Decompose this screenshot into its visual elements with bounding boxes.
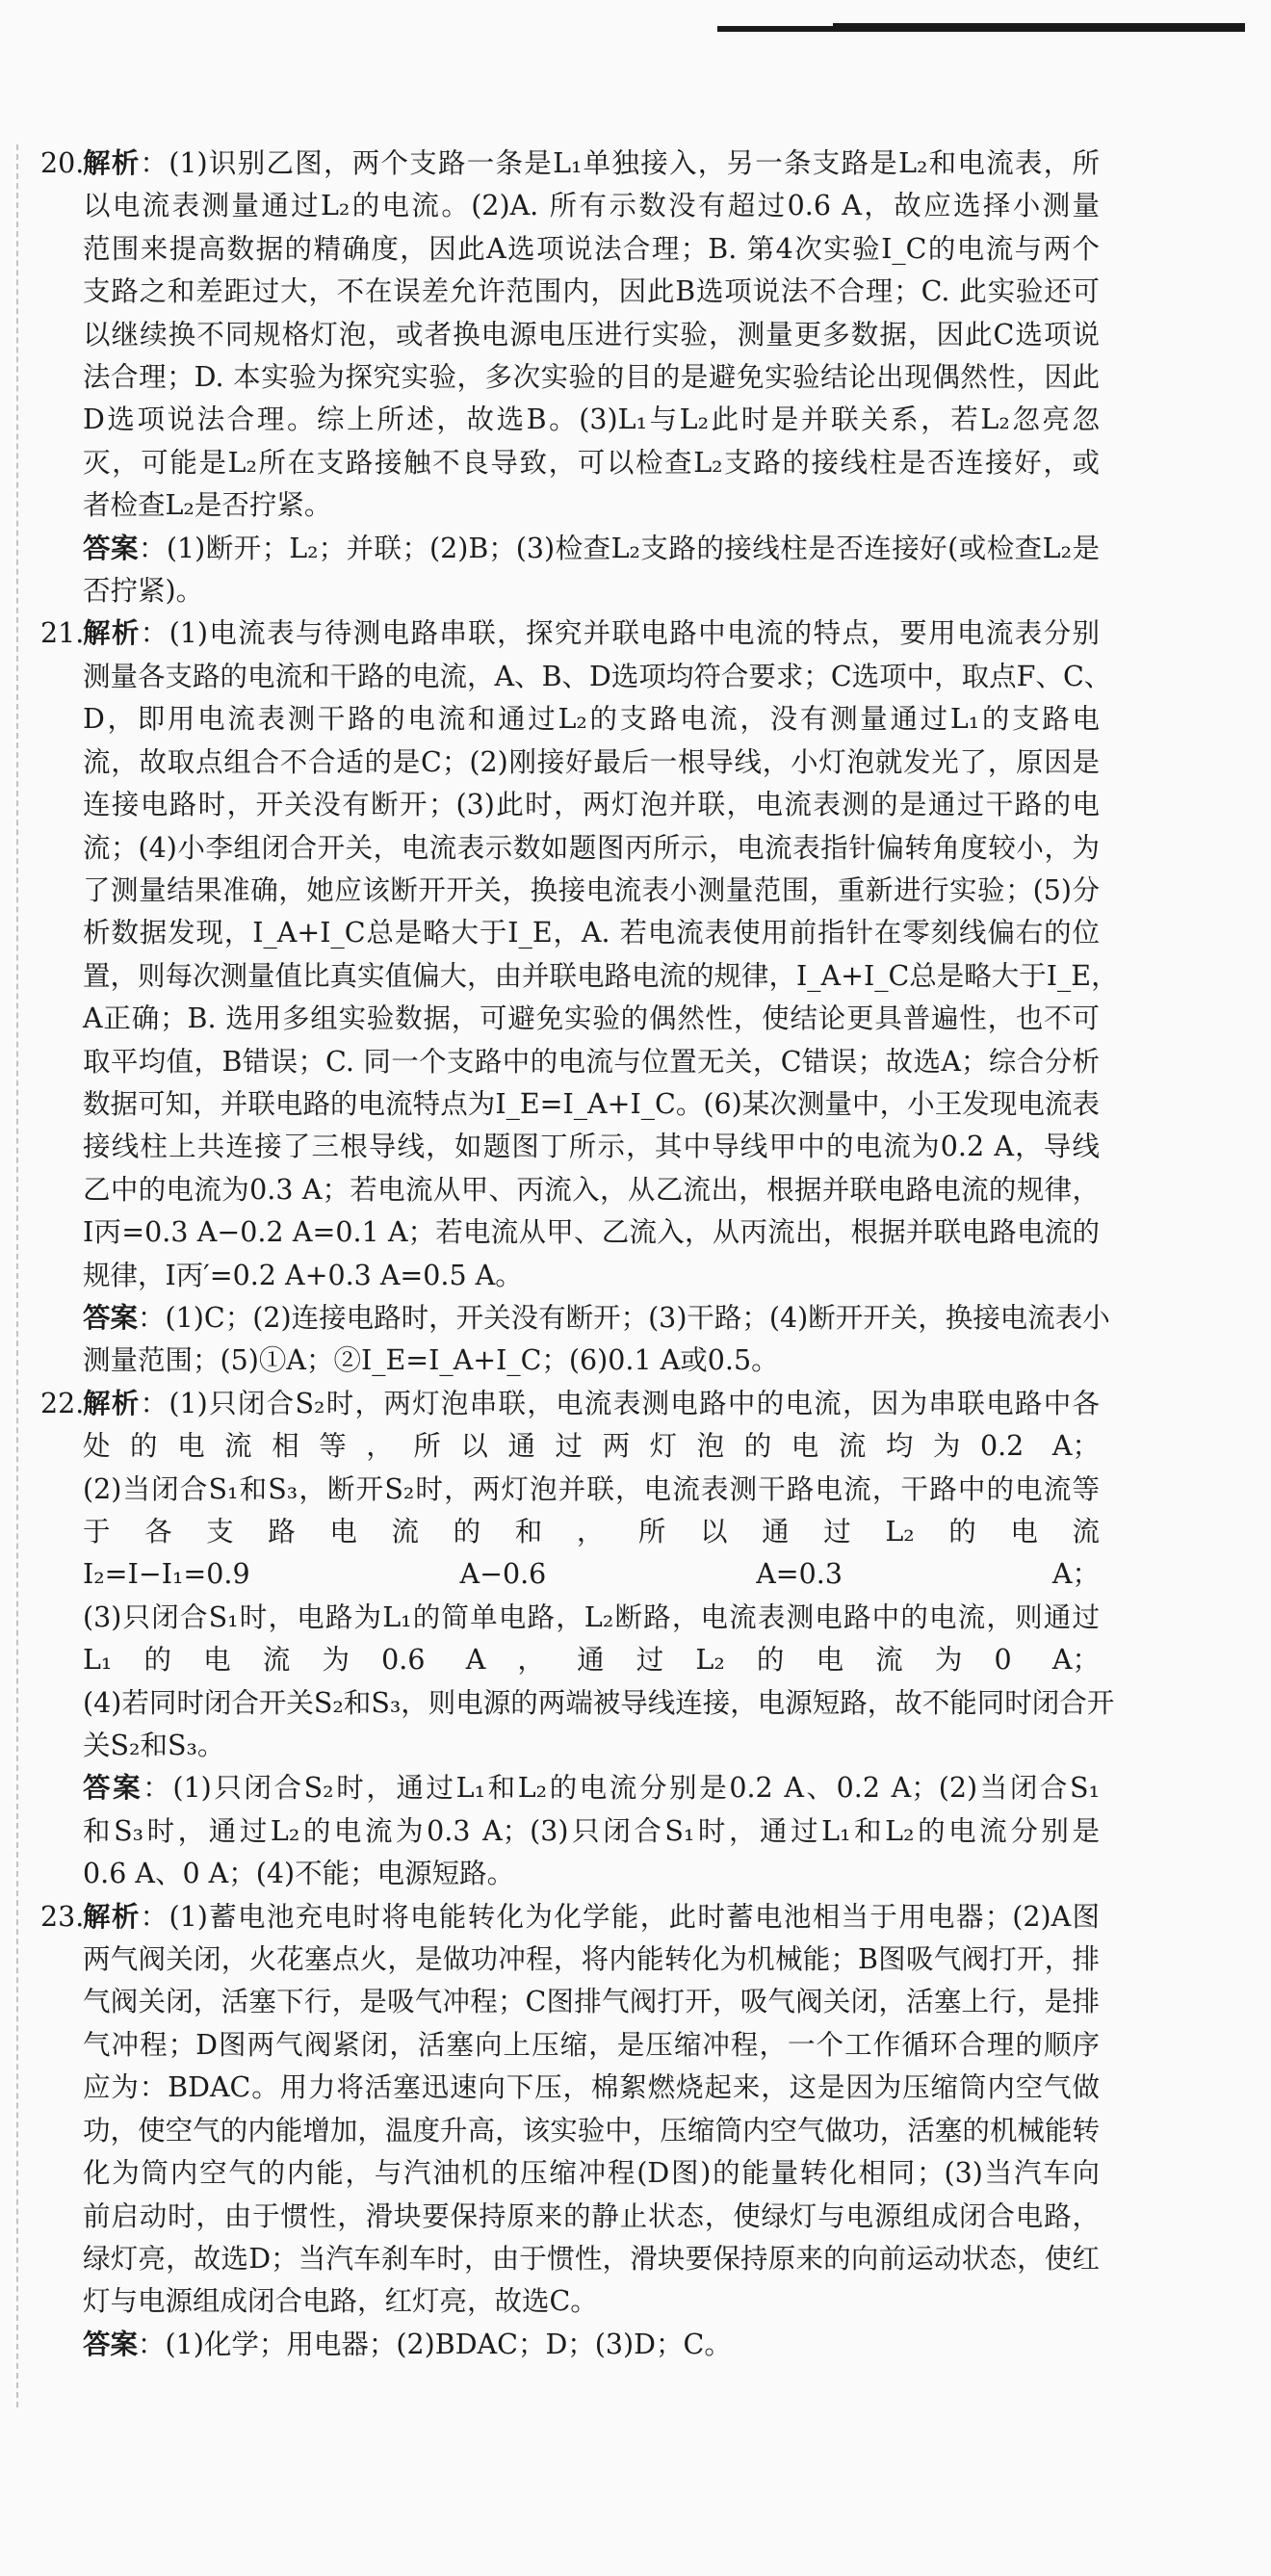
analysis-line — [83, 955, 1119, 998]
analysis-line — [83, 2238, 1100, 2280]
analysis-text: 测量各支路的电流和干路的电流，A、B、D选项均符合要求；C选项中，取点F、C、 — [83, 660, 1112, 692]
answer-line — [83, 528, 1100, 570]
answer-line — [83, 2324, 1100, 2366]
question-22 — [40, 1383, 1115, 1768]
analysis-text: ：(1)蓄电池充电时将电能转化为化学能，此时蓄电池相当于用电器；(2)A图 — [140, 1900, 1100, 1933]
answer-21 — [40, 1297, 1110, 1383]
analysis-line — [83, 1169, 1100, 1211]
analysis-line — [83, 1553, 1100, 1596]
binding-dashed-line — [16, 144, 18, 2407]
question-23 — [40, 1896, 1100, 2324]
analysis-text: 接线柱上共连接了三根导线，如题图丁所示，其中导线甲中的电流为0.2 A，导线 — [83, 1131, 1100, 1163]
analysis-text: 析数据发现，I_A+I_C总是略大于I_E，A. 若电流表使用前指针在零刻线偏右的位 — [83, 917, 1100, 950]
answer-label: 答案 — [83, 1301, 139, 1334]
answer-text: ：(1)只闭合S₂时，通过L₁和L₂的电流分别是0.2 A、0.2 A；(2)当闭合S₁ — [143, 1772, 1100, 1805]
analysis-line — [83, 912, 1100, 954]
analysis-text: 流；(4)小李组闭合开关，电流表示数如题图丙所示，电流表指针偏转角度较小，为 — [83, 831, 1100, 864]
analysis-text: (3)只闭合S₁时，电路为L₁的简单电路，L₂断路，电流表测电路中的电流，则通过 — [83, 1600, 1100, 1633]
analysis-label: 解析 — [83, 1900, 141, 1933]
analysis-text: 处的电流相等，所以通过两灯泡的电流均为0.2 A； — [83, 1430, 1100, 1463]
analysis-line — [83, 1981, 1100, 2023]
analysis-line — [83, 271, 1100, 313]
analysis-text: 关S₂和S₃。 — [83, 1730, 225, 1762]
analysis-label: 解析 — [83, 617, 141, 650]
analysis-text: 规律，I丙′=0.2 A+0.3 A=0.5 A。 — [83, 1259, 523, 1291]
answer-key-content — [40, 143, 1119, 2366]
analysis-text: I₂=I−I₁=0.9 A−0.6 A=0.3 A； — [83, 1558, 1100, 1591]
answer-line — [83, 570, 1100, 612]
analysis-line — [83, 356, 1100, 399]
analysis-text: ：(1)识别乙图，两个支路一条是L₁单独接入，另一条支路是L₂和电流表，所 — [140, 147, 1100, 179]
analysis-line — [83, 2280, 1100, 2323]
analysis-line — [83, 998, 1100, 1040]
analysis-text: 化为筒内空气的内能，与汽油机的压缩冲程(D图)的能量转化相同；(3)当汽车向 — [83, 2157, 1100, 2190]
answer-text: ：(1)C；(2)连接电路时，开关没有断开；(3)干路；(4)断开开关，换接电流表小 — [138, 1301, 1110, 1334]
analysis-line — [83, 1939, 1100, 1981]
answer-23 — [40, 2324, 1100, 2366]
answer-line — [83, 1810, 1100, 1853]
analysis-line — [83, 656, 1112, 698]
analysis-line — [83, 2152, 1100, 2195]
answer-line — [83, 1767, 1100, 1809]
analysis-text: 气冲程；D图两气阀紧闭，活塞向上压缩，是压缩冲程，一个工作循环合理的顺序 — [83, 2028, 1100, 2061]
question-number: 22. — [40, 1387, 85, 1419]
analysis-line — [83, 1041, 1100, 1083]
analysis-line — [83, 1511, 1100, 1553]
analysis-text: 功，使空气的内能增加，温度升高，该实验中，压缩筒内空气做功，活塞的机械能转 — [83, 2114, 1100, 2147]
answer-label: 答案 — [83, 1772, 143, 1805]
answer-text: 测量范围；(5)①A；②I_E=I_A+I_C；(6)0.1 A或0.5。 — [83, 1344, 779, 1377]
analysis-text: 者检查L₂是否拧紧。 — [83, 489, 332, 522]
answer-text: ：(1)化学；用电器；(2)BDAC；D；(3)D；C。 — [138, 2328, 732, 2360]
answer-line — [83, 1853, 1100, 1895]
answer-text: 否拧紧)。 — [83, 575, 204, 608]
answer-text: 和S₃时，通过L₂的电流为0.3 A；(3)只闭合S₁时，通过L₁和L₂的电流分别是 — [83, 1814, 1100, 1847]
analysis-text: 前启动时，由于惯性，滑块要保持原来的静止状态，使绿灯与电源组成闭合电路， — [83, 2199, 1100, 2232]
analysis-text: 以电流表测量通过L₂的电流。(2)A. 所有示数没有超过0.6 A，故应选择小测量 — [83, 190, 1100, 222]
question-20 — [40, 143, 1100, 528]
analysis-text: 置，则每次测量值比真实值偏大，由并联电路电流的规律，I_A+I_C总是略大于I_E， — [83, 959, 1119, 992]
analysis-text: (2)当闭合S₁和S₃，断开S₂时，两灯泡并联，电流表测干路电流，干路中的电流等 — [83, 1472, 1100, 1505]
question-21 — [40, 612, 1119, 1297]
analysis-line — [83, 399, 1100, 441]
analysis-text: 气阀关闭，活塞下行，是吸气冲程；C图排气阀打开，吸气阀关闭，活塞上行，是排 — [83, 1986, 1100, 2018]
answer-line — [83, 1297, 1110, 1340]
analysis-text: 数据可知，并联电路的电流特点为I_E=I_A+I_C。(6)某次测量中，小王发现电流表 — [83, 1087, 1100, 1120]
analysis-label: 解析 — [83, 1387, 141, 1419]
analysis-line — [83, 1425, 1100, 1468]
analysis-line — [83, 1682, 1115, 1725]
analysis-line — [83, 2024, 1100, 2067]
analysis-line — [83, 484, 1100, 527]
analysis-text: (4)若同时闭合开关S₂和S₃，则电源的两端被导线连接，电源短路，故不能同时闭合开 — [83, 1686, 1115, 1719]
question-number: 20. — [40, 147, 85, 179]
answer-text: 0.6 A、0 A；(4)不能；电源短路。 — [83, 1858, 515, 1890]
analysis-line — [83, 2196, 1100, 2238]
analysis-line — [83, 698, 1100, 741]
analysis-line — [83, 870, 1100, 912]
question-number: 23. — [40, 1900, 85, 1933]
analysis-line — [83, 1083, 1100, 1126]
analysis-text: 连接电路时，开关没有断开；(3)此时，两灯泡并联，电流表测的是通过干路的电 — [83, 789, 1100, 821]
answer-line — [83, 1340, 1100, 1382]
analysis-text: 支路之和差距过大，不在误差允许范围内，因此B选项说法不合理；C. 此实验还可 — [83, 275, 1100, 308]
analysis-line — [83, 1211, 1100, 1254]
analysis-line — [83, 1896, 1100, 1939]
analysis-text: I丙=0.3 A−0.2 A=0.1 A；若电流从甲、乙流入，从丙流出，根据并联电路电流的 — [83, 1216, 1100, 1249]
analysis-line — [83, 143, 1100, 185]
analysis-line — [83, 1126, 1100, 1168]
analysis-line — [83, 1383, 1100, 1425]
analysis-text: L₁的电流为0.6 A，通过L₂的电流为0 A； — [83, 1644, 1100, 1677]
analysis-text: 乙中的电流为0.3 A；若电流从甲、丙流入，从乙流出，根据并联电路电流的规律， — [83, 1173, 1100, 1206]
analysis-text: 两气阀关闭，火花塞点火，是做功冲程，将内能转化为机械能；B图吸气阀打开，排 — [83, 1943, 1100, 1976]
analysis-text: 法合理；D. 本实验为探究实验，多次实验的目的是避免实验结论出现偶然性，因此 — [83, 361, 1100, 394]
answer-text: ：(1)断开；L₂；并联；(2)B；(3)检查L₂支路的接线柱是否连接好(或检查L₂是 — [138, 532, 1100, 564]
analysis-text: ：(1)只闭合S₂时，两灯泡串联，电流表测电路中的电流，因为串联电路中各 — [140, 1387, 1100, 1419]
analysis-line — [83, 314, 1100, 356]
analysis-line — [83, 1597, 1100, 1639]
analysis-text: 灯与电源组成闭合电路，红灯亮，故选C。 — [83, 2285, 598, 2318]
analysis-line — [83, 827, 1100, 870]
analysis-line — [83, 742, 1100, 784]
analysis-line — [83, 1639, 1100, 1681]
analysis-line — [83, 442, 1100, 484]
answer-20 — [40, 528, 1100, 613]
analysis-line — [83, 612, 1100, 655]
analysis-text: 范围来提高数据的精确度，因此A选项说法合理；B. 第4次实验I_C的电流与两个 — [83, 232, 1100, 265]
analysis-text: 了测量结果准确，她应该断开开关，换接电流表小测量范围，重新进行实验；(5)分 — [83, 873, 1100, 906]
analysis-text: 灭，可能是L₂所在支路接触不良导致，可以检查L₂支路的接线柱是否连接好，或 — [83, 446, 1100, 479]
analysis-text: 于各支路电流的和，所以通过L₂的电流 — [83, 1516, 1100, 1548]
analysis-text: 应为：BDAC。用力将活塞迅速向下压，棉絮燃烧起来，这是因为压缩筒内空气做 — [83, 2071, 1100, 2104]
analysis-text: D选项说法合理。综上所述，故选B。(3)L₁与L₂此时是并联关系，若L₂忽亮忽 — [83, 403, 1100, 436]
analysis-label: 解析 — [83, 147, 141, 179]
analysis-line — [83, 1725, 1100, 1767]
analysis-text: 绿灯亮，故选D；当汽车刹车时，由于惯性，滑块要保持原来的向前运动状态，使红 — [83, 2242, 1100, 2275]
question-number: 21. — [40, 617, 85, 650]
answer-22 — [40, 1767, 1100, 1895]
analysis-line — [83, 1469, 1100, 1511]
analysis-line — [83, 2067, 1100, 2109]
answer-label: 答案 — [83, 2328, 139, 2360]
analysis-text: 取平均值，B错误；C. 同一个支路中的电流与位置无关，C错误；故选A；综合分析 — [83, 1045, 1100, 1078]
analysis-text: 流，故取点组合不合适的是C；(2)刚接好最后一根导线，小灯泡就发光了，原因是 — [83, 745, 1100, 778]
analysis-line — [83, 1255, 1100, 1297]
analysis-text: D，即用电流表测干路的电流和通过L₂的支路电流，没有测量通过L₁的支路电 — [83, 703, 1100, 736]
analysis-line — [83, 784, 1100, 826]
analysis-text: 以继续换不同规格灯泡，或者换电源电压进行实验，测量更多数据，因此C选项说 — [83, 318, 1100, 351]
analysis-line — [83, 228, 1100, 271]
answer-label: 答案 — [83, 532, 139, 564]
analysis-line — [83, 185, 1100, 227]
analysis-line — [83, 2110, 1100, 2152]
analysis-text: ：(1)电流表与待测电路串联，探究并联电路中电流的特点，要用电流表分别 — [140, 617, 1100, 650]
header-rule-fade — [717, 23, 833, 26]
analysis-text: A正确；B. 选用多组实验数据，可避免实验的偶然性，使结论更具普遍性，也不可 — [83, 1002, 1100, 1035]
